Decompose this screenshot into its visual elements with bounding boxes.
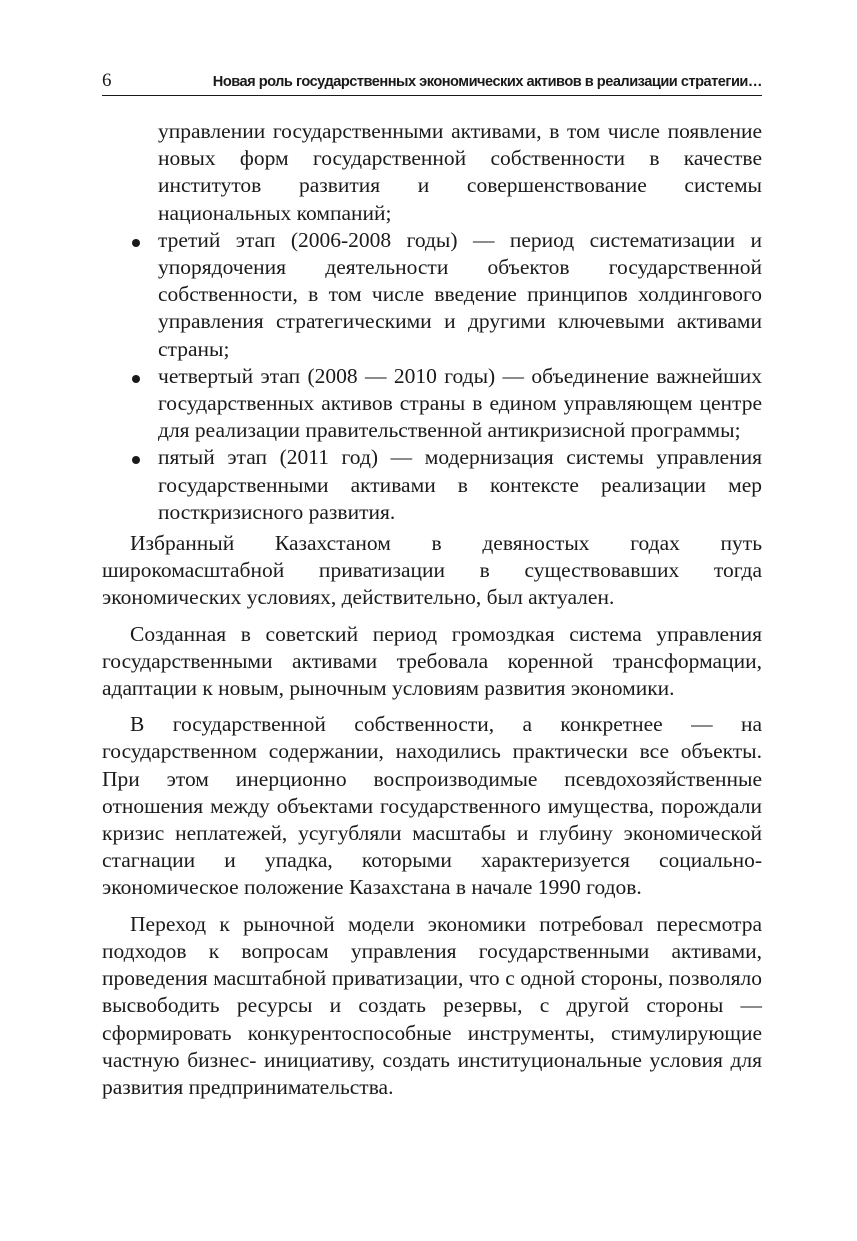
body-text [102,118,762,1101]
stage-list [102,227,762,526]
list-item [102,444,762,526]
running-head-title: Новая роль государственных экономических активов в реализации стратегии… [212,74,762,90]
list-item-text: четвертый этап (2008 — 2010 годы) — объединение важнейших государственных активов страны в едином управляющем центре для реализации правительственной антикризисной программы; [158,363,762,443]
paragraph: Переход к рыночной модели экономики потребовал пересмотра подходов к вопросам управления государственными активами, проведения масштабной приватизации, что с одной стороны, позволяло высвободить ресурсы и создать резервы, с другой стороны — сформировать конкурентоспособные инструменты, стимулирующие частную бизнес- инициативу, создать институциональные условия для развития предпринимательства. [102,911,762,1099]
bullet-icon [132,375,140,383]
paragraph: Созданная в советский период громоздкая система управления государственными активами требовала коренной трансформации, адаптации к новым, рыночным условиям развития экономики. [102,621,762,701]
page-number: 6 [102,70,112,91]
list-item [102,227,762,363]
paragraph: Избранный Казахстаном в девяностых годах путь широкомасштабной приватизации в существовавших тогда экономических условиях, действительно, был актуален. [102,531,762,610]
paragraph: В государственной собственности, а конкретнее — на государственном содержании, находились практически все объекты. При этом инерционно воспроизводимые псевдохозяйственные отношения между объектами государственного имущества, порождали кризис неплатежей, усугубляли масштабы и глубину экономической стагнации и упадка, которыми характеризуется социально-экономическое положение Казахстана в начале 1990 годов. [102,712,762,900]
list-item [102,363,762,445]
book-page [102,70,762,1101]
list-item-text: пятый этап (2011 год) — модернизация системы управления государственными активами в контексте реализации мер посткризисного развития. [158,445,762,524]
bullet-icon [132,239,140,247]
bullet-icon [132,456,140,464]
running-head [102,70,762,96]
continued-list-item: управлении государственными активами, в том числе появление новых форм государственной собственности в качестве институтов развития и совершенствование системы национальных компаний; [158,119,762,225]
list-item-text: третий этап (2006-2008 годы) — период систематизации и упорядочения деятельности объектов государственной собственности, в том числе введение принципов холдингового управления стратегическими и другими ключевыми активами страны; [158,227,762,361]
